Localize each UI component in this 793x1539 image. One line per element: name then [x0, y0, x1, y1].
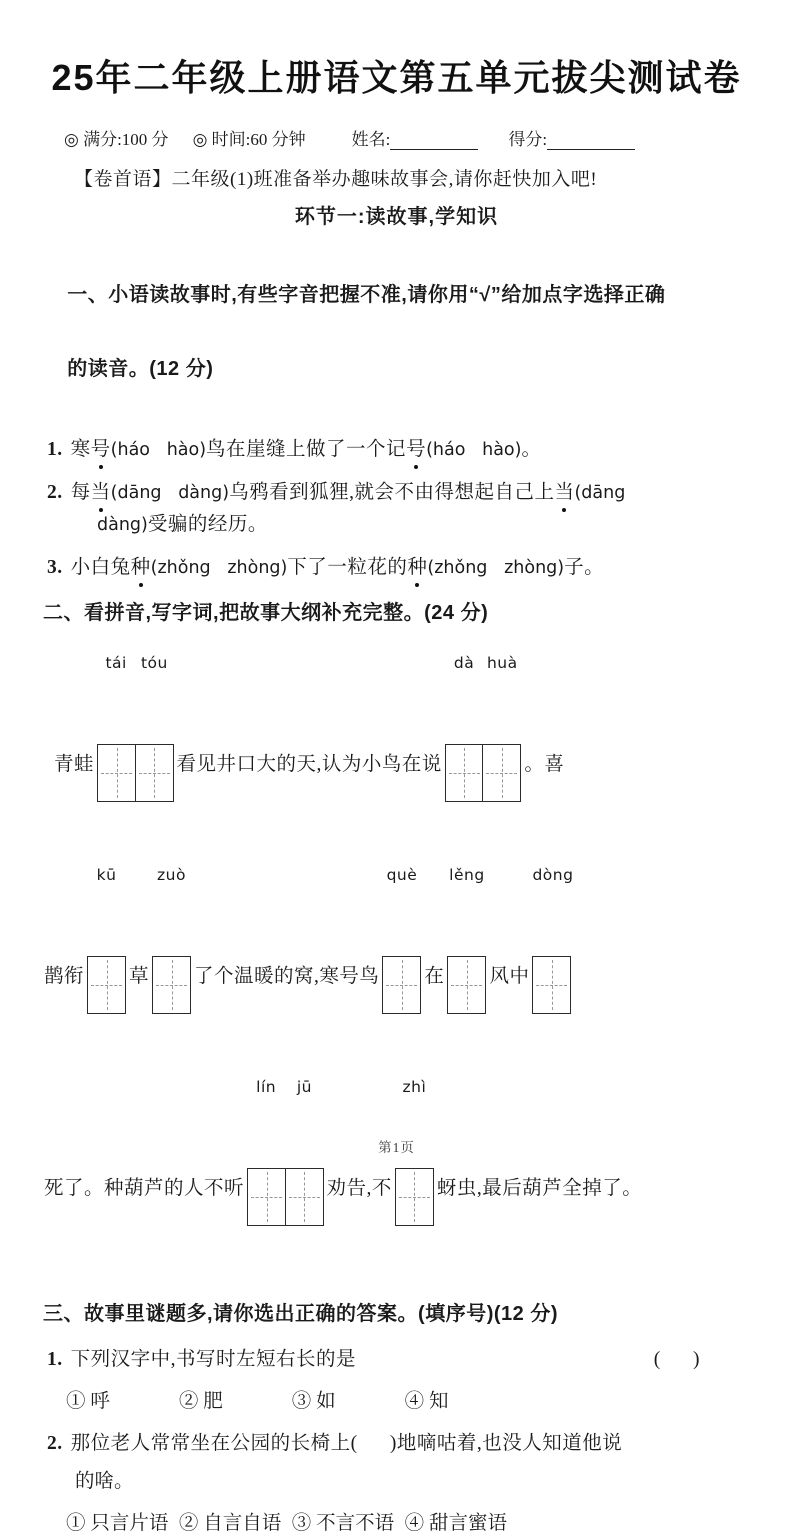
item-text: 乌鸦看到狐狸,就会不由得想起自己上 [229, 482, 555, 503]
answer-bracket[interactable]: ( ) [653, 1349, 700, 1370]
section-two-heading: 二、看拼音,写字词,把故事大纲补充完整。(24 分) [43, 602, 489, 624]
tian-cell[interactable] [152, 956, 191, 1014]
tian-cell[interactable] [532, 956, 571, 1014]
tian-grid [445, 654, 522, 846]
choice-question-2 [38, 1429, 755, 1459]
item-number: 1. [47, 1349, 63, 1370]
pinyin-choice: (dāng [574, 483, 626, 503]
pinyin-label: tóu [140, 654, 168, 672]
row-text: 青蛙 [54, 754, 95, 775]
item-text: 鸟在崖缝上做了一个记 [206, 439, 407, 460]
option-item: ② 自言自语 [178, 1513, 282, 1534]
row-text: 劝告,不 [326, 1178, 392, 1199]
pinyin-label: zhì [402, 1078, 427, 1096]
option-item: ④ 甜言蜜语 [404, 1513, 508, 1534]
item-text: 寒 [70, 439, 91, 460]
options-row-2 [38, 1509, 755, 1539]
pinyin-label: kū [96, 866, 117, 884]
item-number: 1. [47, 439, 63, 460]
row-text: 草 [129, 966, 150, 987]
option-item: ③ 不言不语 [291, 1513, 395, 1534]
exam-info-line [38, 125, 755, 150]
item-number: 2. [47, 1433, 63, 1454]
tian-grid [382, 866, 421, 1058]
emphasis-dot-char: 当 [554, 477, 574, 509]
row-text: 风中 [489, 966, 530, 987]
pinyin-label: jū [296, 1078, 312, 1096]
emphasis-dot-char: 号 [91, 434, 111, 466]
name-input-line[interactable] [390, 132, 478, 150]
fill-row-1 [38, 654, 755, 846]
fill-row-2 [38, 866, 755, 1058]
full-score-label: ◎ 满分:100 分 [64, 130, 169, 149]
tian-cell[interactable] [285, 1168, 324, 1226]
tian-grid [395, 1078, 434, 1270]
pinyin-choice: (háo hào) [110, 440, 207, 460]
question-text-continuation: 的啥。 [75, 1471, 134, 1492]
question-item-1 [38, 434, 755, 466]
part-one-header: 环节一:读故事,学知识 [294, 206, 499, 228]
pinyin-label: dòng [532, 866, 574, 884]
pinyin-label: tái [105, 654, 127, 672]
test-paper-page [0, 50, 793, 1534]
pinyin-label: zuò [157, 866, 186, 884]
option-item: ② 肥 [178, 1391, 223, 1412]
pinyin-choice: (zhǒng zhòng) [427, 558, 565, 578]
question-item-3 [38, 552, 755, 584]
option-item: ③ 如 [291, 1391, 336, 1412]
fill-row-3 [38, 1078, 755, 1270]
tian-cell[interactable] [87, 956, 126, 1014]
tian-cell[interactable] [382, 956, 421, 1014]
tian-grid [152, 866, 191, 1058]
question-text: 下列汉字中,书写时左短右长的是 [70, 1349, 357, 1370]
section-three-heading: 三、故事里谜题多,请你选出正确的答案。(填序号)(12 分) [43, 1303, 558, 1325]
tian-grid [247, 1078, 324, 1270]
points-label: 得分: [508, 130, 548, 149]
option-item: ④ 知 [404, 1391, 449, 1412]
tian-cell[interactable] [395, 1168, 434, 1226]
name-label: 姓名: [351, 130, 391, 149]
tian-cell[interactable] [445, 744, 484, 802]
pinyin-choice: (dāng dàng) [110, 483, 230, 503]
tian-cell[interactable] [482, 744, 521, 802]
page-title: 25年二年级上册语文第五单元拔尖测试卷 [51, 57, 742, 98]
option-item: ① 呼 [66, 1391, 110, 1412]
item-text: 小白兔 [70, 557, 131, 578]
emphasis-dot-char: 当 [91, 477, 111, 509]
row-text: 了个温暖的窝,寒号鸟 [194, 966, 380, 987]
tian-grid [532, 866, 574, 1058]
tian-cell[interactable] [135, 744, 174, 802]
pinyin-label: huà [486, 654, 518, 672]
item-number: 2. [47, 482, 63, 503]
emphasis-dot-char: 号 [406, 434, 426, 466]
question-text: 那位老人常常坐在公园的长椅上( )地嘀咕着,也没人知道他说 [70, 1433, 623, 1454]
section-one-heading-line2: 的读音。(12 分) [67, 358, 214, 380]
section-one-heading-line1: 一、小语读故事时,有些字音把握不准,请你用“√”给加点字选择正确 [67, 284, 666, 306]
row-text: 在 [424, 966, 445, 987]
row-text: 看见井口大的天,认为小鸟在说 [176, 754, 442, 775]
question-item-2 [38, 477, 755, 541]
emphasis-dot-char: 种 [131, 552, 151, 584]
row-text: 蚜虫,最后葫芦全掉了。 [436, 1178, 643, 1199]
item-number: 3. [47, 557, 63, 578]
row-text: 鹊衔 [44, 966, 85, 987]
item-text: 子。 [564, 557, 605, 578]
pinyin-label: què [386, 866, 418, 884]
page-footer: 第1页 [378, 1140, 415, 1155]
tian-grid [87, 866, 126, 1058]
emphasis-dot-char: 种 [407, 552, 427, 584]
row-text: 。喜 [524, 754, 565, 775]
item-text: 受骗的经历。 [147, 514, 268, 535]
intro-text: 【卷首语】二年级(1)班准备举办趣味故事会,请你赶快加入吧! [74, 169, 598, 190]
item-text: 下了一粒花的 [287, 557, 408, 578]
score-input-line[interactable] [547, 132, 635, 150]
pinyin-label: lěng [449, 866, 485, 884]
item-text: 。 [521, 439, 542, 460]
tian-grid [97, 654, 174, 846]
tian-grid [447, 866, 486, 1058]
row-text: 死了。种葫芦的人不听 [44, 1178, 245, 1199]
pinyin-label: dà [453, 654, 475, 672]
option-item: ① 只言片语 [66, 1513, 169, 1534]
tian-cell[interactable] [247, 1168, 286, 1226]
section-one-heading [38, 240, 755, 425]
time-limit-label: ◎ 时间:60 分钟 [192, 130, 306, 149]
tian-cell[interactable] [97, 744, 136, 802]
pinyin-choice: dàng) [97, 515, 148, 535]
tian-cell[interactable] [447, 956, 486, 1014]
item-text: 每 [70, 482, 91, 503]
options-row-1 [38, 1387, 755, 1417]
pinyin-label: lín [256, 1078, 277, 1096]
pinyin-choice: (háo hào) [426, 440, 522, 460]
choice-question-1 [38, 1345, 755, 1375]
pinyin-choice: (zhǒng zhòng) [150, 558, 288, 578]
